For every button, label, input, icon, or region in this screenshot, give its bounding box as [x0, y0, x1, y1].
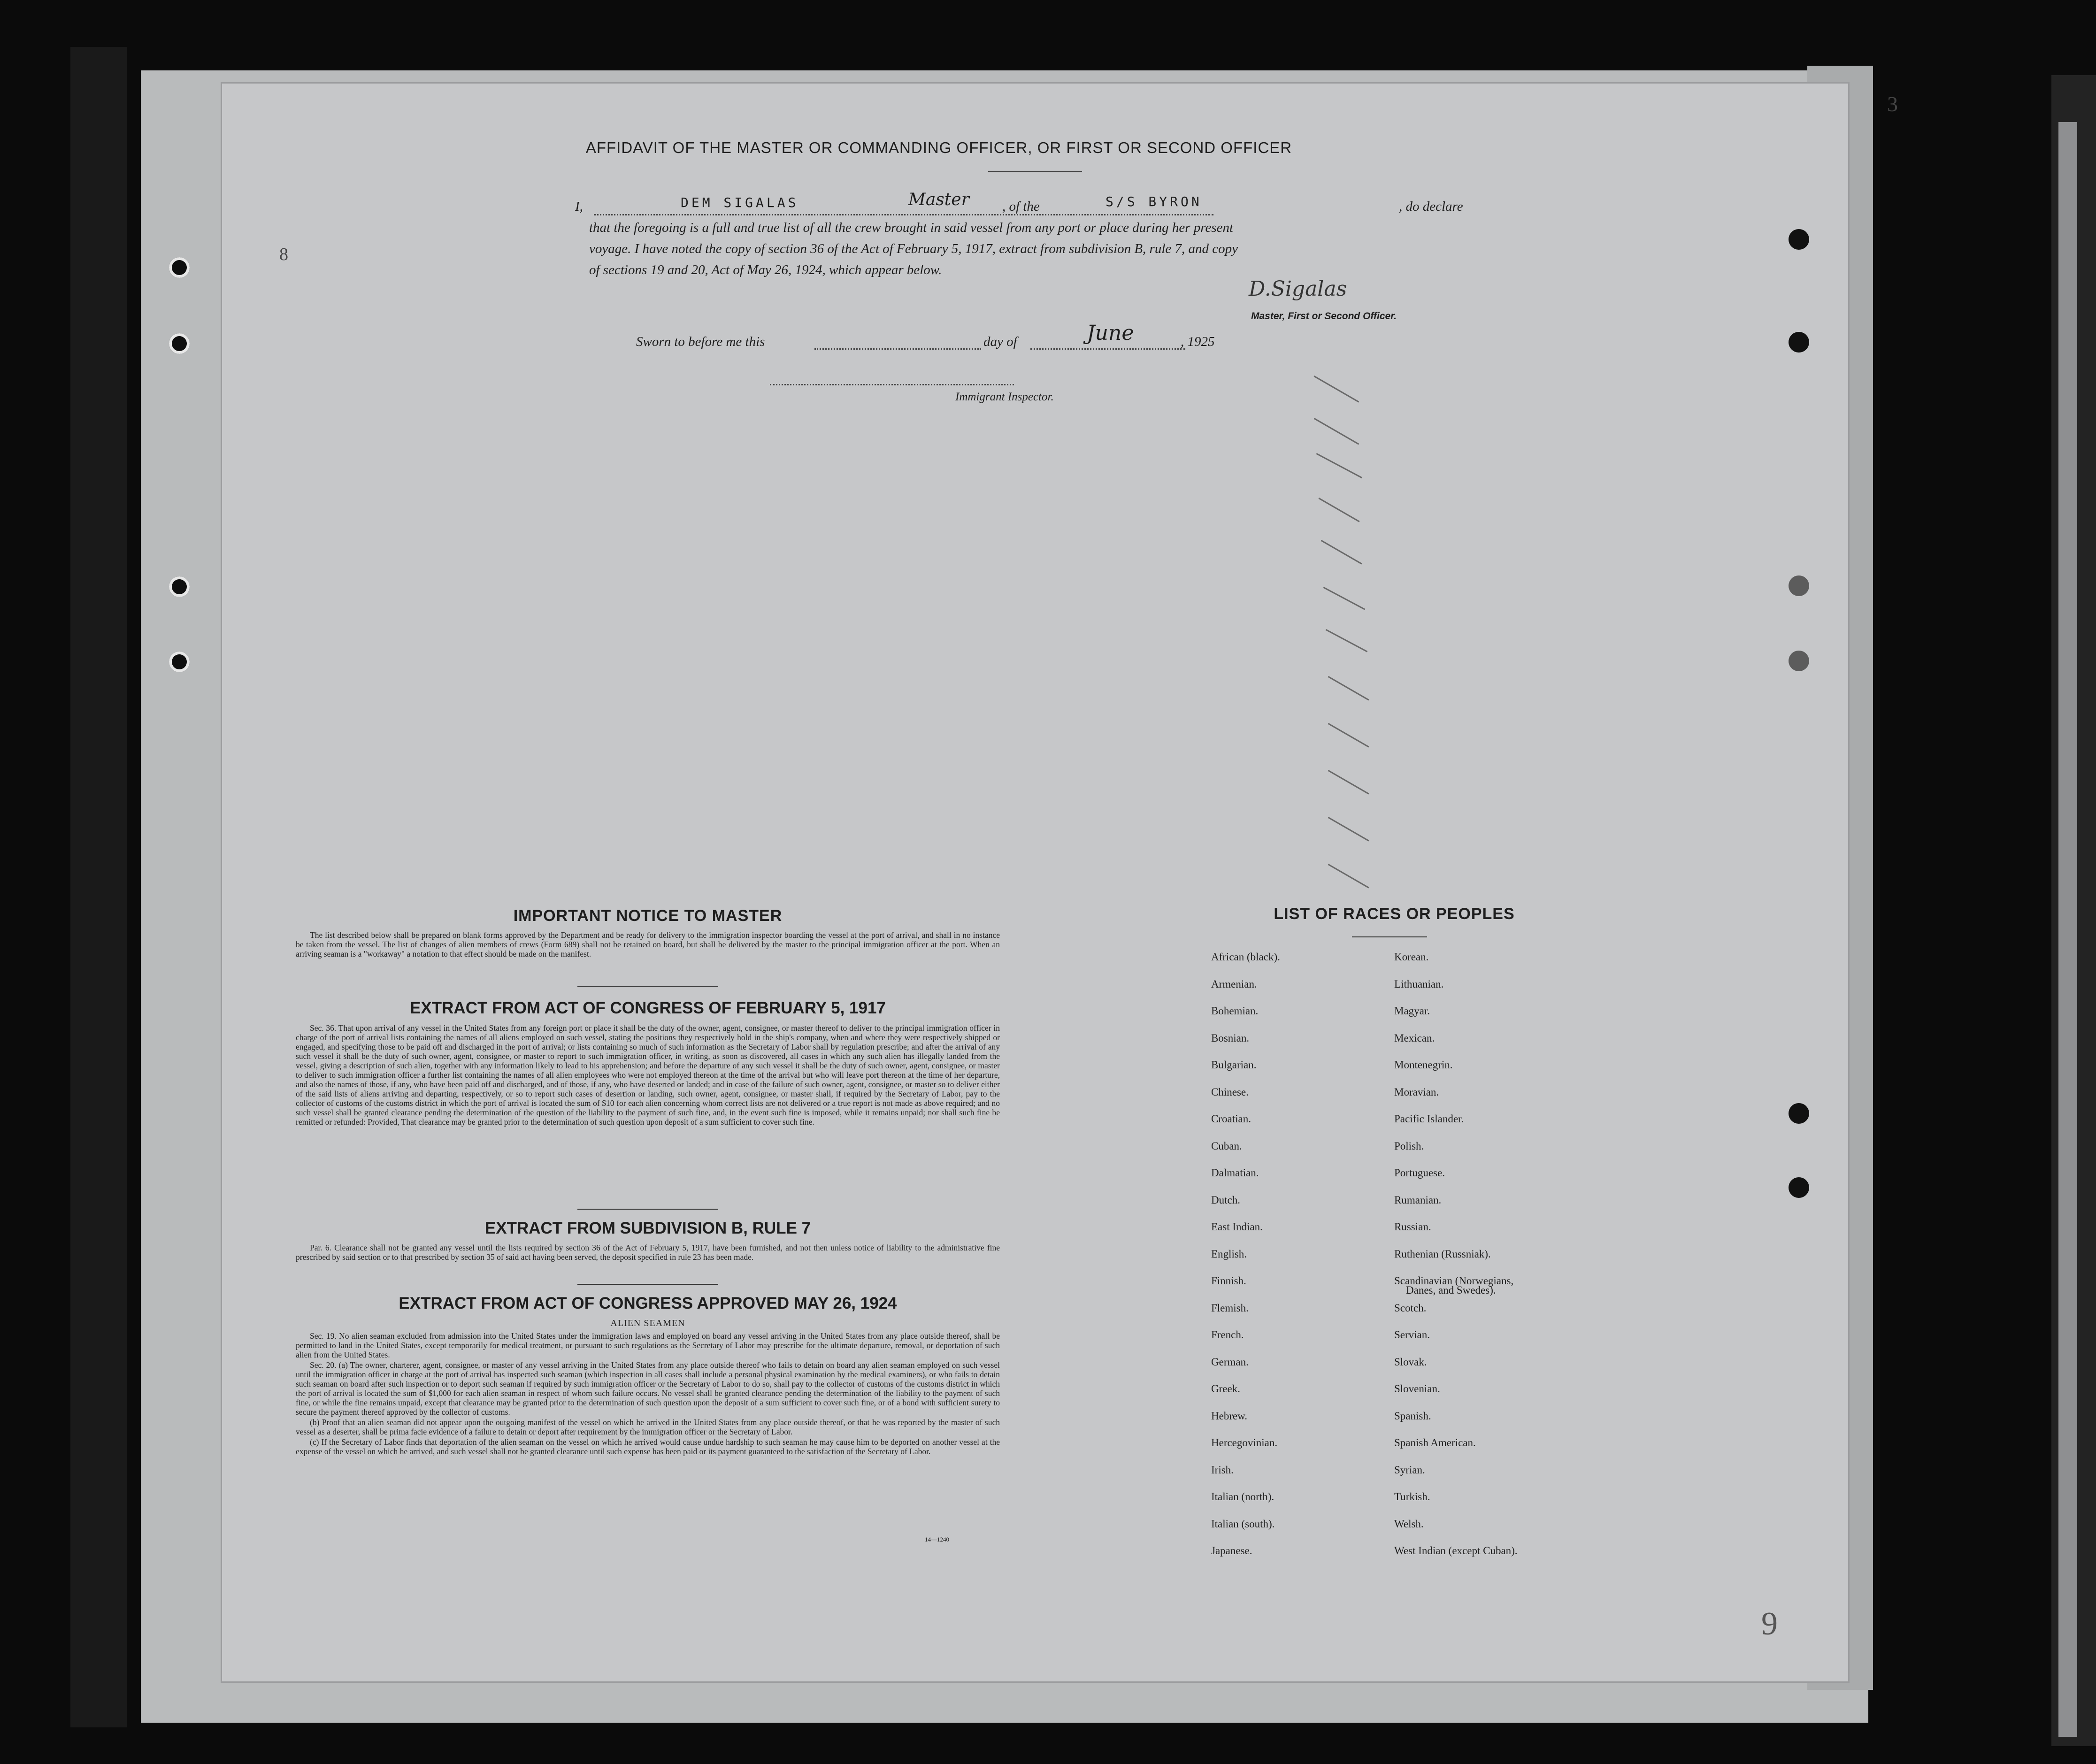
scan-frame-right-inner — [2058, 122, 2077, 1737]
binding-hole-icon — [1789, 229, 1809, 250]
signature-caption: Master, First or Second Officer. — [1251, 311, 1397, 322]
sec19-paragraph: Sec. 19. No alien seaman excluded from admission into the United States under the immigration laws and employed on board any vessel arriving in the United States from any place outside thereof, shall be permitted to land in the United States, except temporarily for medical treatment, or pursuant to such regulations as the Secretary of Labor may prescribe for the ultimate departure, removal, or deportation of such alien from the United States. — [296, 1331, 1000, 1359]
race-item: East Indian. — [1211, 1221, 1263, 1233]
master-name-field: DEM SIGALAS — [681, 195, 799, 210]
sec36-paragraph: Sec. 36. That upon arrival of any vessel in the United States from any foreign port or place it shall be the duty of the owner, agent, consignee, or master thereof to deliver to the principal immigration officer in charge of the port of arrival lists containing the names of all aliens employed on such vessel, stating the positions they respectively hold in the ship's company, when and where they were respectively shipped or engaged, and specifying those to be paid off and discharged in the port of arrival; or lists containing so much of such information as the Secretary of Labor shall by regulation prescribe; and after the arrival of any such vessel it shall be the duty of such owner, agent, consignee, or master to report to such immigration officer, in writing, as soon as discovered, all cases in which any such alien has illegally landed from the vessel, giving a description of such alien, together with any information likely to lead to his apprehension; and before the departure of any such vessel it shall be the duty of such owner, agent, consignee, or master to deliver to such immigration officer a further list containing the names of all alien employees who were not employed thereon at the time of the arrival but who will leave port thereon at the time of her departure, and also the names of those, if any, who have been paid off and discharged, and of those, if any, who have deserted or landed; and in case of the failure of such owner, agent, consignee, or master so to deliver either of the said lists of aliens arriving and departing, respectively, or so to report such cases of desertion or landing, such owner, agent, consignee, or master shall, if required by the Secretary of Labor, pay to the collector of customs of the customs district in which the port of arrival is located the sum of $10 for each alien concerning whom correct lists are not delivered or a true report is not made as above required; and no such vessel shall be granted clearance pending the determination of the question of the liability to the payment of such fine, and, in the event such fine is imposed, while it remains unpaid; nor shall such fine be remitted or refunded: Provided, That clearance may be granted prior to the determination of such question upon deposit of a sum sufficient to cover such fine. — [296, 1023, 1000, 1127]
race-item: Italian (north). — [1211, 1491, 1274, 1503]
race-item: Croatian. — [1211, 1113, 1251, 1125]
binding-hole-icon — [169, 652, 190, 672]
race-item: Bulgarian. — [1211, 1059, 1257, 1071]
race-item: Japanese. — [1211, 1545, 1252, 1557]
line1-prefix: I, — [575, 199, 583, 214]
title-rule — [988, 171, 1082, 172]
race-item: Finnish. — [1211, 1275, 1246, 1287]
binding-hole-icon — [1789, 575, 1809, 596]
margin-mark: 8 — [279, 245, 288, 264]
section-rule — [577, 986, 718, 987]
page-number-handwritten: 9 — [1761, 1606, 1778, 1642]
race-item: Bosnian. — [1211, 1032, 1250, 1044]
affidavit-line-1 — [575, 190, 1495, 217]
race-item: Spanish. — [1394, 1410, 1431, 1422]
race-item: Hercegovinian. — [1211, 1437, 1278, 1449]
race-item: Dutch. — [1211, 1194, 1240, 1206]
binding-hole-icon — [169, 333, 190, 354]
notice-body — [296, 930, 1000, 959]
month-handwritten: June — [1087, 321, 1134, 345]
binding-hole-icon — [1789, 332, 1809, 353]
affidavit-title: AFFIDAVIT OF THE MASTER OR COMMANDING OFFICER, OR FIRST OR SECOND OFFICER — [585, 139, 1292, 156]
race-item: Cuban. — [1211, 1140, 1242, 1152]
race-item: Irish. — [1211, 1464, 1234, 1476]
race-item: West Indian (except Cuban). — [1394, 1545, 1518, 1557]
race-item: Pacific Islander. — [1394, 1113, 1464, 1125]
race-item: Mexican. — [1394, 1032, 1435, 1044]
extract-1917-title: EXTRACT FROM ACT OF CONGRESS OF FEBRUARY 5, 1917 — [410, 999, 886, 1017]
race-item: Russian. — [1394, 1221, 1431, 1233]
race-item: Armenian. — [1211, 978, 1257, 990]
race-item: Italian (south). — [1211, 1518, 1275, 1530]
binding-hole-icon — [169, 576, 190, 597]
race-item: Chinese. — [1211, 1086, 1249, 1098]
affidavit-line-3: voyage. I have noted the copy of section 36 of the Act of February 5, 1917, extract from subdivision B, rule 7, and copy — [589, 241, 1238, 256]
inspector-signature-blank — [770, 384, 1014, 385]
race-item: Portuguese. — [1394, 1167, 1445, 1179]
race-item: Ruthenian (Russniak). — [1394, 1248, 1491, 1260]
master-signature: D.Sigalas — [1249, 277, 1347, 301]
binding-hole-icon — [1789, 651, 1809, 671]
races-title: LIST OF RACES OR PEOPLES — [1274, 905, 1515, 923]
race-item: French. — [1211, 1329, 1244, 1341]
race-item: Magyar. — [1394, 1005, 1430, 1017]
notice-title: IMPORTANT NOTICE TO MASTER — [513, 907, 783, 925]
extract-1924-title: EXTRACT FROM ACT OF CONGRESS APPROVED MAY 26, 1924 — [399, 1294, 897, 1312]
race-item: German. — [1211, 1356, 1249, 1368]
binding-hole-icon — [1789, 1103, 1809, 1124]
binding-hole-icon — [169, 257, 190, 278]
race-item: African (black). — [1211, 951, 1280, 963]
day-blank — [814, 348, 981, 350]
subdiv-b-body — [296, 1243, 1000, 1263]
month-blank — [1030, 348, 1185, 350]
alien-seamen-subtitle: ALIEN SEAMEN — [610, 1318, 685, 1328]
inspector-caption: Immigrant Inspector. — [955, 391, 1054, 403]
race-item: Welsh. — [1394, 1518, 1424, 1530]
race-item: Scotch. — [1394, 1302, 1427, 1314]
sec20c-paragraph: (c) If the Secretary of Labor finds that deportation of the alien seaman on the vessel on which he arrived would cause undue hardship to such seaman he may cause him to be deported on another vessel at the expense of the vessel on which he arrived, and such vessel shall not be granted clearance until such expense has been paid or its payment guaranteed to the satisfaction of the Secretary of Labor. — [296, 1437, 1000, 1456]
vessel-name-field: S/S BYRON — [1106, 194, 1202, 209]
subdiv-b-title: EXTRACT FROM SUBDIVISION B, RULE 7 — [484, 1219, 811, 1237]
race-item: Rumanian. — [1394, 1194, 1442, 1206]
day-of-text: day of — [983, 334, 1017, 349]
extract-1917-body — [296, 1023, 1000, 1127]
do-declare-text: , do declare — [1399, 199, 1463, 214]
affidavit-line-2: that the foregoing is a full and true list of all the crew brought in said vessel from any port or place during her present — [589, 220, 1234, 235]
race-item: Moravian. — [1394, 1086, 1439, 1098]
rank-handwritten: Master — [908, 190, 969, 209]
race-item-continuation: Danes, and Swedes). — [1406, 1284, 1496, 1296]
par6-paragraph: Par. 6. Clearance shall not be granted any vessel until the lists required by section 36 of the Act of February 5, 1917, have been furnished, and not then unless notice of liability to the administrative fine prescribed by said section or to that prescribed by section 35 of said act having been served, the deposit specified in rule 23 has been made. — [296, 1243, 1000, 1262]
sworn-line — [636, 321, 1434, 355]
scan-frame-left — [70, 47, 127, 1727]
race-item: Turkish. — [1394, 1491, 1430, 1503]
section-rule — [1352, 936, 1427, 937]
race-item: Montenegrin. — [1394, 1059, 1453, 1071]
extract-1924-body — [296, 1331, 1000, 1457]
race-item: Greek. — [1211, 1383, 1240, 1395]
race-item: Dalmatian. — [1211, 1167, 1259, 1179]
notice-paragraph: The list described below shall be prepared on blank forms approved by the Department and be ready for delivery to the immigration inspector boarding the vessel at the port of arrival, and shall in no instance be taken from the vessel. The list of changes of alien members of crews (Form 689) shall not be retained on board, but shall be delivered by the master to the principal immigration officer at the port. When an arriving seaman is a "workaway" a notation to that effect should be made on the manifest. — [296, 930, 1000, 959]
sec20b-paragraph: (b) Proof that an alien seaman did not appear upon the outgoing manifest of the vessel on which he arrived in the United States from any place outside thereof, or that he was reported by the master of such vessel as a deserter, shall be prima facie evidence of a failure to detain or deport after requirement by the immigration officer or the Secretary of Labor. — [296, 1418, 1000, 1436]
top-right-mark: 3 — [1887, 92, 1898, 116]
race-item: Lithuanian. — [1394, 978, 1444, 990]
race-item: Korean. — [1394, 951, 1429, 963]
race-item: Servian. — [1394, 1329, 1430, 1341]
of-the-text: , of the — [1002, 199, 1040, 214]
form-number: 14—1240 — [925, 1536, 949, 1543]
race-item: Slovenian. — [1394, 1383, 1440, 1395]
race-item: Hebrew. — [1211, 1410, 1248, 1422]
race-item: Slovak. — [1394, 1356, 1427, 1368]
section-rule — [577, 1209, 718, 1210]
race-item: Scandinavian (Norwegians, — [1394, 1275, 1514, 1287]
race-item: Polish. — [1394, 1140, 1424, 1152]
race-item: English. — [1211, 1248, 1247, 1260]
binding-hole-icon — [1789, 1177, 1809, 1198]
race-item: Syrian. — [1394, 1464, 1425, 1476]
name-blank — [594, 214, 1213, 215]
year-text: , 1925 — [1181, 334, 1215, 349]
sworn-prefix: Sworn to before me this — [636, 334, 765, 349]
affidavit-line-4: of sections 19 and 20, Act of May 26, 1924, which appear below. — [589, 262, 942, 277]
section-rule — [577, 1284, 718, 1285]
race-item: Flemish. — [1211, 1302, 1249, 1314]
race-item: Spanish American. — [1394, 1437, 1476, 1449]
sec20a-paragraph: Sec. 20. (a) The owner, charterer, agent, consignee, or master of any vessel arriving in the United States from any place outside thereof who fails to detain on board any alien seaman employed on such vessel until the immigration officer in charge at the port of arrival has inspected such seaman (which inspection in all cases shall include a personal physical examination by the medical examiners), or who fails to detain such seaman on board after such inspection or to deport such seaman if required by such immigration officer or the Secretary of Labor to do so, shall pay to the collector of customs of the customs district in which the port of arrival is located the sum of $1,000 for each alien seaman in respect of whom such failure occurs. No vessel shall be granted clearance pending the determination of the liability to the payment of such fine, or while the fine remains unpaid, except that clearance may be granted prior to the determination of such question upon the deposit of a sum sufficient to cover such fine, or of a bond with sufficient surety to secure the payment thereof approved by the collector of customs. — [296, 1360, 1000, 1417]
race-item: Bohemian. — [1211, 1005, 1259, 1017]
